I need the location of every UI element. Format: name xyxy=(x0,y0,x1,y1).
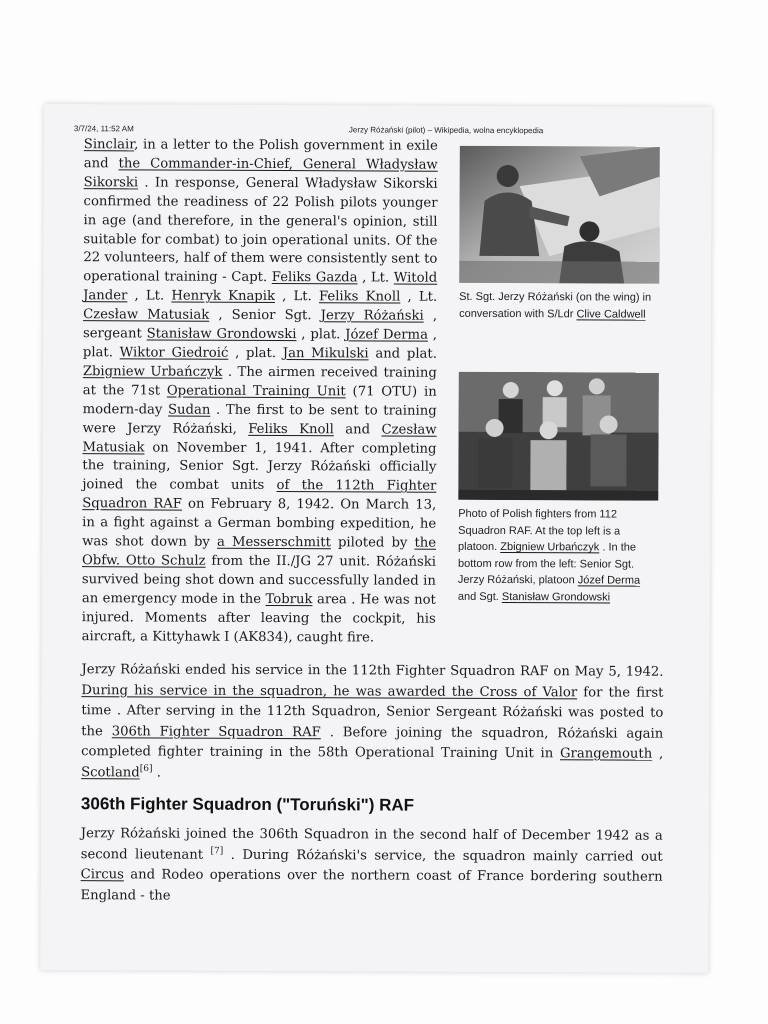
link-sinclair[interactable]: Sinclair xyxy=(83,137,135,153)
text: , Lt. xyxy=(400,289,438,305)
text: . Before joining the squadron, Różański again completed fighter training in the 58th Operational Training Unit in xyxy=(81,724,664,762)
link-giedroic[interactable]: Wiktor Giedroić xyxy=(119,345,229,361)
caption-text: . In the bottom row from the left: Senior Sgt. Jerzy Różański, platoon xyxy=(457,541,637,587)
link-knoll[interactable]: Feliks Knoll xyxy=(318,289,401,305)
text: Jerzy Różański ended his service in the 112th Fighter Squadron RAF on May 5, 1942. xyxy=(81,662,664,680)
link-mikulski[interactable]: Jan Mikulski xyxy=(282,346,369,362)
text: Jerzy Różański joined the 306th Squadron in the second half of December 1942 as a second lieutenant xyxy=(80,826,663,863)
link-schulz[interactable]: the Obfw. Otto Schulz xyxy=(81,535,437,569)
link-clive-caldwell[interactable]: Clive Caldwell xyxy=(576,307,646,321)
section-heading: 306th Fighter Squadron ("Toruński") RAF xyxy=(80,794,415,815)
text: . In response, General Władysław Sikorski confirmed the readiness of 22 Polish pilots younger in age (and therefore, in the general's opinion, still suitable for combat) to join operational units. Of the 22 volunteers, half of them were consistently sent to operational training - Capt. xyxy=(83,175,438,286)
text: piloted by xyxy=(330,535,415,551)
link-derma[interactable]: Józef Derma xyxy=(345,327,428,343)
print-title: Jerzy Różański (pilot) – Wikipedia, wolna encyklopedia xyxy=(348,125,544,136)
link-urbanczyk[interactable]: Zbigniew Urbańczyk xyxy=(82,364,223,380)
link-grondowski[interactable]: Stanisław Grondowski xyxy=(146,326,297,343)
text: , in a letter to the Polish government in exile and xyxy=(83,137,438,172)
paragraph-306-squadron xyxy=(81,824,663,909)
figure-1-caption xyxy=(459,289,659,323)
print-date: 3/7/24, 11:52 AM xyxy=(73,124,134,134)
link-gazda[interactable]: Feliks Gazda xyxy=(271,270,358,286)
link-grangemouth[interactable]: Grangemouth xyxy=(559,746,653,762)
text: (71 OTU) in modern-day xyxy=(82,384,437,418)
text: . The first to be sent to training were Jerzy Różański, xyxy=(82,402,437,437)
link-urbanczyk-caption[interactable]: Zbigniew Urbańczyk xyxy=(500,540,600,554)
paragraph-service-end xyxy=(81,660,664,786)
text: . During Różański's service, the squadron mainly carried out xyxy=(223,847,663,865)
link-circus[interactable]: Circus xyxy=(80,867,124,883)
text: , plat. xyxy=(296,327,346,343)
link-scotland[interactable]: Scotland xyxy=(81,764,140,780)
text: on February 8, 1942. On March 13, in a fight against a German bombing expedition, he was shot down by xyxy=(82,496,437,550)
text: area . He was not injured. Moments after leaving the cockpit, his aircraft, a Kittyhawk I (AK834), caught fire. xyxy=(81,591,436,646)
link-306-squadron[interactable]: 306th Fighter Squadron RAF xyxy=(111,723,321,740)
reference-7[interactable]: [7] xyxy=(210,845,224,856)
figure-wing-photo xyxy=(459,146,660,323)
link-messerschmitt[interactable]: a Messerschmitt xyxy=(216,534,331,551)
link-commander[interactable]: the Commander-in-Chief, General Władysław Sikorski xyxy=(83,156,438,191)
photo-pilots-on-wing[interactable] xyxy=(459,146,660,284)
reference-6[interactable]: [6] xyxy=(139,763,153,774)
text: , plat. xyxy=(82,327,438,361)
caption-text: St. Sgt. Jerzy Różański (on the wing) in conversation with S/Ldr xyxy=(459,290,652,320)
caption-text: Photo of Polish fighters from 112 Squadron RAF. At the top left is a platoon. xyxy=(458,507,621,553)
photo-polish-fighters[interactable] xyxy=(458,372,659,501)
text: , sergeant xyxy=(82,308,438,342)
text: , xyxy=(652,746,664,762)
link-cross-of-valor[interactable]: During his service in the squadron, he was awarded the Cross of Valor xyxy=(81,682,578,700)
text: from the II./JG 27 unit. Różański survived being shot down and successfully landed in an emergency mode in the xyxy=(81,553,437,607)
text: , Lt. xyxy=(357,270,394,286)
text: . xyxy=(152,764,161,781)
text: and xyxy=(333,421,382,438)
photo-pilots-on-wing-drawing xyxy=(459,146,660,284)
caption-text: and Sgt. xyxy=(457,590,502,603)
paragraph-training xyxy=(82,136,438,648)
print-header xyxy=(73,124,682,136)
link-tobruk[interactable]: Tobruk xyxy=(265,591,313,607)
link-matusiak[interactable]: Czesław Matusiak xyxy=(83,307,210,323)
figure-group-photo xyxy=(458,372,659,606)
text: , plat. xyxy=(228,345,283,362)
printed-page xyxy=(40,104,712,973)
link-sudan[interactable]: Sudan xyxy=(168,402,211,418)
text: and plat. xyxy=(368,346,437,362)
text: on November 1, 1941. After completing the training, Senior Sgt. Jerzy Różański officially joined the combat units xyxy=(82,439,437,494)
left-column-text xyxy=(82,136,438,648)
link-112-squadron[interactable]: of the 112th Fighter Squadron RAF xyxy=(82,478,437,512)
text: , Lt. xyxy=(127,288,172,304)
text: for the first time . After serving in the 112th Squadron, Senior Sergeant Różański was posted to the xyxy=(81,684,664,739)
link-knapik[interactable]: Henryk Knapik xyxy=(171,288,276,305)
text: . The airmen received training at the 71st xyxy=(82,364,437,399)
text: , Senior Sgt. xyxy=(209,307,321,324)
figure-2-caption xyxy=(458,506,658,606)
link-jander[interactable]: Witold Jander xyxy=(83,270,438,304)
photo-polish-fighters-drawing xyxy=(458,372,659,501)
link-rozanski[interactable]: Jerzy Różański xyxy=(320,308,424,324)
text: , Lt. xyxy=(274,289,320,305)
link-knoll-2[interactable]: Feliks Knoll xyxy=(248,421,334,437)
link-derma-caption[interactable]: Józef Derma xyxy=(577,574,641,587)
link-otu[interactable]: Operational Training Unit xyxy=(166,383,346,400)
link-matusiak-2[interactable]: Czesław Matusiak xyxy=(82,422,437,455)
link-grondowski-caption[interactable]: Stanisław Grondowski xyxy=(501,590,611,603)
text: and Rodeo operations over the northern coast of France bordering southern England - the xyxy=(80,867,663,904)
